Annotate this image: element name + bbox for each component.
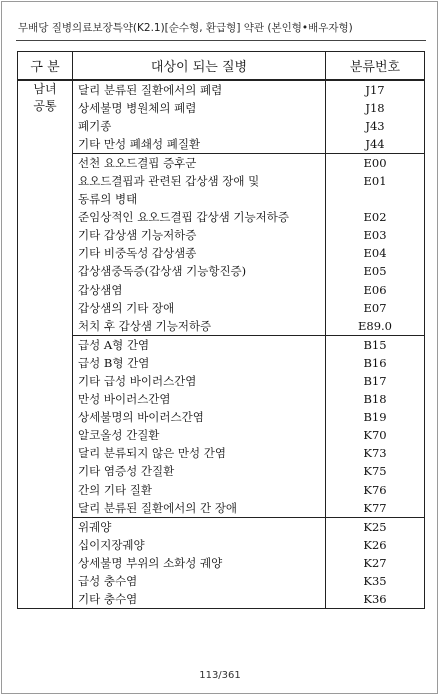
classification-code: B16 — [363, 355, 387, 370]
disease-name: 상세불명 부위의 소화성 궤양 — [78, 555, 223, 570]
header-code: 분류번호 — [326, 52, 425, 80]
disease-name: 갑상샘염 — [78, 282, 123, 297]
disease-name: 상세불명 병원체의 폐렴 — [78, 100, 197, 115]
table-header-row — [18, 52, 425, 80]
disease-name: 십이지장궤양 — [78, 537, 145, 552]
disease-name: 달리 분류된 질환에서의 폐렴 — [78, 82, 223, 97]
table-group-row — [18, 335, 425, 517]
disease-group-cell — [73, 80, 326, 154]
classification-code: K27 — [363, 555, 387, 570]
classification-code: K25 — [363, 519, 387, 534]
code-group-cell — [326, 517, 425, 608]
table-body — [18, 80, 425, 609]
disease-name: 상세불명의 바이러스간염 — [78, 410, 204, 425]
disease-name: 기타 비중독성 갑상샘종 — [78, 246, 197, 261]
disease-group-cell — [73, 517, 326, 608]
disease-name: 선천 요오드결핍 증후군 — [78, 155, 197, 170]
disease-name: 만성 바이러스간염 — [78, 392, 171, 407]
classification-code: E06 — [363, 282, 387, 297]
classification-code: E00 — [363, 155, 387, 170]
disease-name: 기타 급성 바이러스간염 — [78, 374, 197, 388]
classification-code: K73 — [363, 446, 387, 461]
page-number: 113/361 — [199, 670, 241, 681]
classification-code: B18 — [363, 392, 387, 407]
classification-code: K35 — [363, 574, 387, 589]
disease-name: 급성 A형 간염 — [78, 337, 150, 352]
disease-table — [17, 51, 425, 609]
disease-name: 기타 갑상샘 기능저하증 — [78, 228, 197, 243]
classification-code: K36 — [363, 592, 387, 607]
header-disease: 대상이 되는 질병 — [73, 52, 326, 80]
classification-code: E04 — [363, 246, 387, 261]
classification-code: K70 — [363, 428, 387, 443]
classification-code: B19 — [363, 410, 387, 425]
disease-name: 처치 후 갑상샘 기능저하증 — [78, 318, 212, 333]
classification-code: J43 — [365, 118, 385, 133]
table-group-row — [18, 80, 425, 154]
classification-code: E01 — [363, 173, 387, 188]
disease-group-cell — [73, 153, 326, 335]
code-group-cell — [326, 153, 425, 335]
disease-name: 달리 분류되지 않은 만성 간염 — [78, 446, 226, 461]
classification-code: E05 — [363, 264, 387, 279]
table-group-row — [18, 517, 425, 608]
category-text: 남녀 — [33, 81, 57, 96]
disease-name: 위궤양 — [78, 519, 112, 534]
classification-code: J18 — [365, 100, 385, 115]
disease-name: 달리 분류된 질환에서의 간 장애 — [78, 500, 238, 515]
disease-name: 알코올성 간질환 — [78, 428, 160, 443]
classification-code: K76 — [363, 482, 387, 497]
disease-name: 간의 기타 질환 — [78, 482, 152, 497]
code-group-cell — [326, 335, 425, 517]
classification-code — [326, 190, 424, 208]
document-header: 무배당 질병의료보장특약(K2.1)[순수형, 환급형] 약관 (본인형•배우자형) — [18, 22, 353, 34]
classification-code: E89.0 — [357, 318, 392, 333]
classification-code: J17 — [365, 82, 385, 97]
disease-name: 준임상적인 요오드결핍 갑상샘 기능저하증 — [78, 210, 289, 225]
header-category: 구 분 — [18, 52, 73, 80]
classification-code: J44 — [365, 136, 385, 151]
disease-name: 갑상샘의 기타 장애 — [78, 300, 175, 315]
classification-code: E07 — [363, 300, 387, 315]
category-text: 공통 — [33, 98, 57, 113]
classification-code: E02 — [363, 210, 387, 225]
disease-name: 갑상샘중독증(갑상샘 기능항진증) — [78, 264, 247, 279]
classification-code: B15 — [363, 337, 387, 352]
disease-name: 기타 만성 폐쇄성 폐질환 — [78, 136, 201, 151]
classification-code: B17 — [363, 374, 387, 388]
classification-code: K75 — [363, 464, 387, 479]
disease-name: 기타 충수염 — [78, 592, 138, 607]
disease-name: 급성 B형 간염 — [78, 355, 150, 370]
disease-group-cell — [73, 335, 326, 517]
table-group-row — [18, 153, 425, 335]
disease-name: 요오드결핍과 관련된 갑상샘 장애 및 — [78, 173, 260, 188]
disease-name: 급성 충수염 — [78, 574, 138, 589]
disease-name: 기타 염증성 간질환 — [78, 464, 175, 479]
disease-name: 동류의 병태 — [78, 192, 138, 207]
disease-name: 폐기종 — [78, 118, 112, 133]
category-cell — [18, 80, 73, 609]
classification-code: K77 — [363, 500, 387, 515]
classification-code: K26 — [363, 537, 387, 552]
header-rule — [16, 40, 426, 41]
code-group-cell — [326, 80, 425, 154]
classification-code: E03 — [363, 228, 387, 243]
